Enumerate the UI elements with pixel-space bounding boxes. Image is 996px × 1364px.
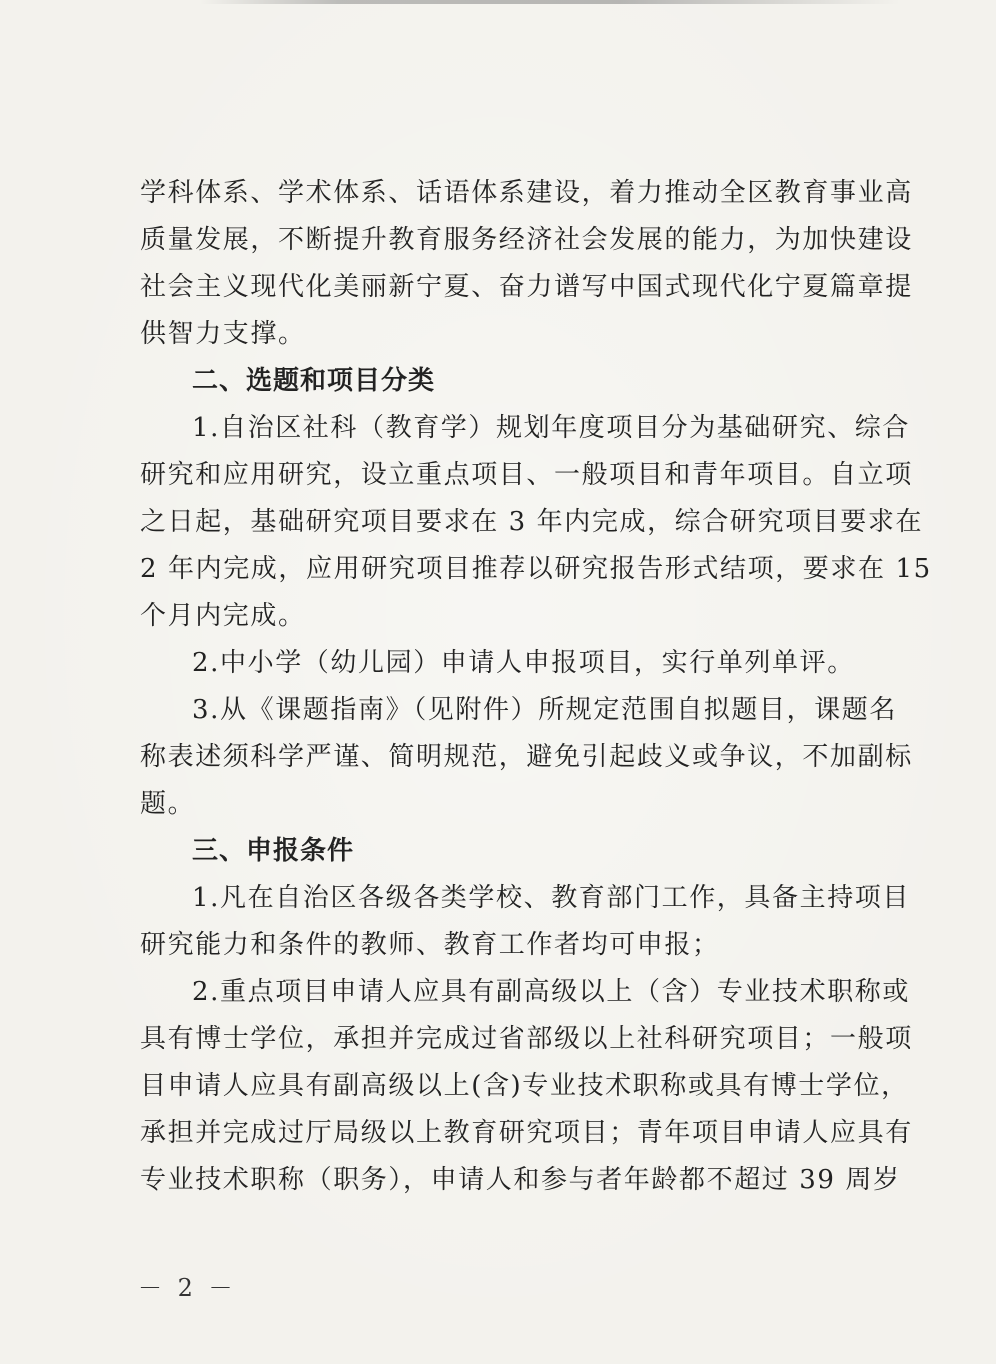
text-line: 个月内完成。 (140, 601, 306, 631)
text-line: 题。 (140, 789, 196, 819)
text-line: 之日起，基础研究项目要求在 3 年内完成，综合研究项目要求在 (140, 507, 924, 537)
text-line: 2.重点项目申请人应具有副高级以上（含）专业技术职称或 (192, 977, 911, 1007)
text-line: 承担并完成过厅局级以上教育研究项目；青年项目申请人应具有 (140, 1118, 913, 1148)
text-line: 供智力支撑。 (140, 319, 306, 349)
section-heading-topics: 二、选题和项目分类 (192, 366, 436, 396)
text-line: 3.从《课题指南》（见附件）所规定范围自拟题目，课题名 (192, 695, 898, 725)
scan-top-edge (200, 0, 900, 4)
text-line: 1.自治区社科（教育学）规划年度项目分为基础研究、综合 (192, 413, 911, 443)
text-line: 目申请人应具有副高级以上(含)专业技术职称或具有博士学位， (140, 1071, 909, 1101)
text-line: 研究能力和条件的教师、教育工作者均可申报； (140, 930, 720, 960)
text-line: 称表述须科学严谨、简明规范，避免引起歧义或争议，不加副标 (140, 742, 913, 772)
text-line: 专业技术职称（职务），申请人和参与者年龄都不超过 39 周岁 (140, 1165, 901, 1195)
document-body (140, 170, 932, 1204)
text-line: 社会主义现代化美丽新宁夏、奋力谱写中国式现代化宁夏篇章提 (140, 272, 913, 302)
text-line: 1.凡在自治区各级各类学校、教育部门工作，具备主持项目 (192, 883, 911, 913)
text-line: 2.中小学（幼儿园）申请人申报项目，实行单列单评。 (192, 648, 855, 678)
text-line: 2 年内完成，应用研究项目推荐以研究报告形式结项，要求在 15 (140, 554, 932, 584)
text-line: 质量发展，不断提升教育服务经济社会发展的能力，为加快建设 (140, 225, 913, 255)
section-heading-conditions: 三、申报条件 (192, 836, 355, 866)
text-line: 学科体系、学术体系、话语体系建设，着力推动全区教育事业高 (140, 178, 913, 208)
text-line: 具有博士学位，承担并完成过省部级以上社科研究项目；一般项 (140, 1024, 913, 1054)
page-number: － 2 － (138, 1274, 237, 1302)
text-line: 研究和应用研究，设立重点项目、一般项目和青年项目。自立项 (140, 460, 913, 490)
